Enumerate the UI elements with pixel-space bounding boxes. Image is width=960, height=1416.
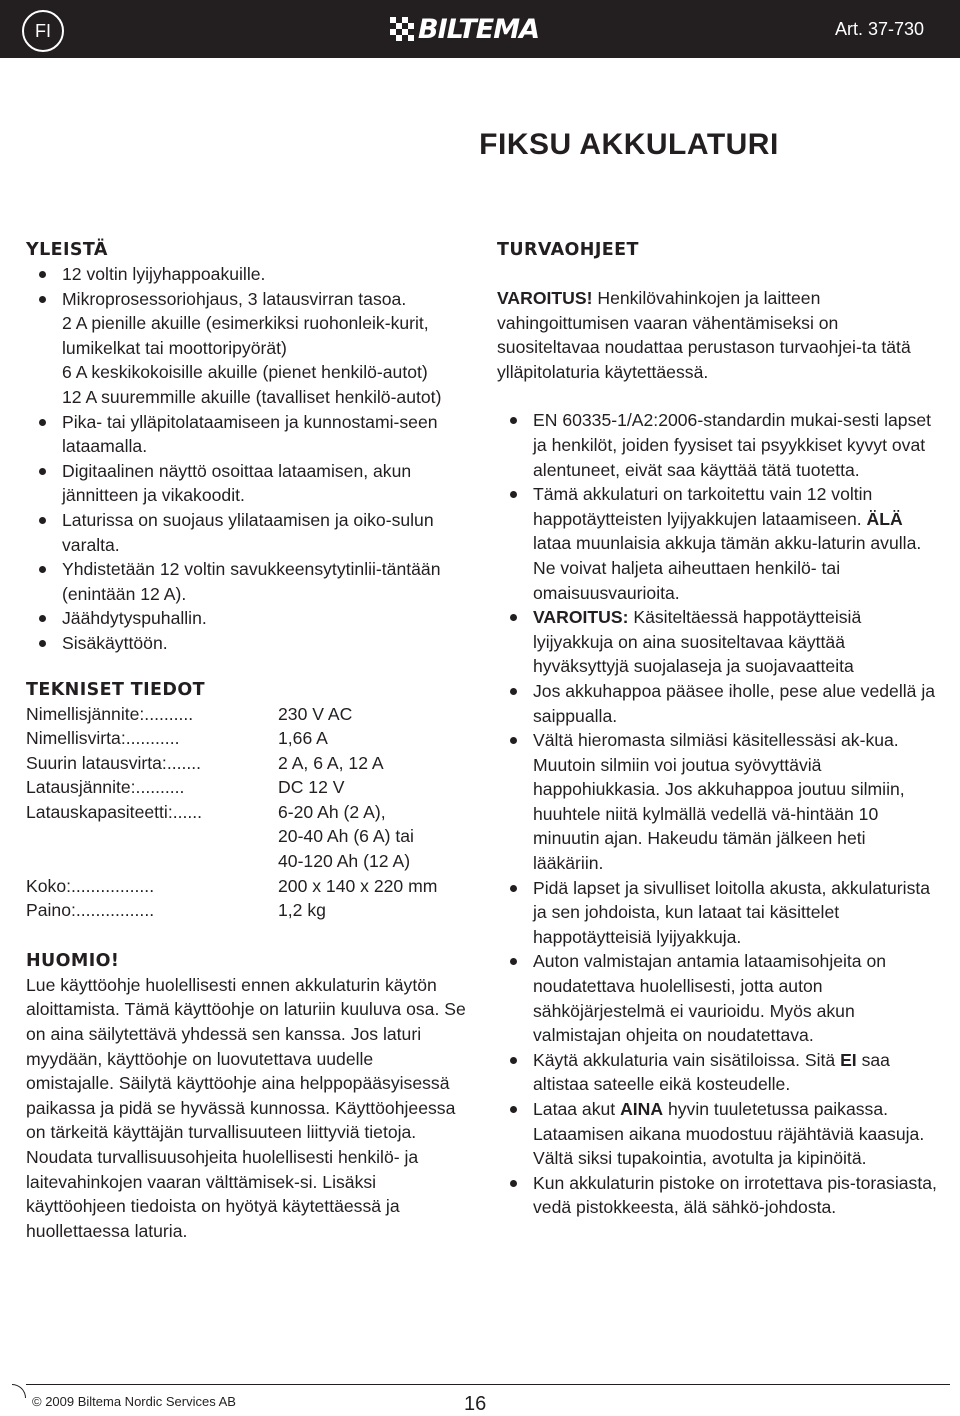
page-footer (12, 1384, 948, 1414)
list-item: EN 60335-1/A2:2006-standardin mukai-sesti lapset ja henkilöt, joiden fyysiset tai psyykkiset kyvyt ovat alentuneet, eivät saa käyttää tätä tuotetta. (497, 408, 937, 482)
spec-label: Paino:................ (26, 900, 155, 921)
spec-value: 1,66 A (278, 728, 328, 749)
spec-value: DC 12 V (278, 777, 345, 798)
list-item: Mikroprosessoriohjaus, 3 latausvirran tasoa. 2 A pienille akuille (esimerkiksi ruohonleik-kurit, lumikelkat tai moottoripyörät) 6 A keskikokoisille akuille (pienet henkilö-autot) 12 A suuremmille akuille (tavalliset henkilö-autot) (26, 287, 466, 410)
list-item: Laturissa on suojaus ylilataamisen ja oiko-sulun varalta. (26, 508, 466, 557)
safety-list (497, 408, 937, 1220)
spec-row (26, 702, 466, 727)
article-number: Art. 37-730 (834, 19, 924, 39)
spec-value: 200 x 140 x 220 mm (278, 875, 438, 896)
spec-row (26, 800, 466, 874)
brand-name: BILTEMA (418, 13, 539, 45)
spec-value: 230 V AC (278, 703, 353, 724)
spec-row (26, 726, 466, 751)
warning-text: Henkilövahinkojen ja laitteen vahingoittumisen vaaran vähentämiseksi on suositeltavaa noudattaa perustason turvaohjei-ta tätä ylläpitolaturia käytettäessä. (497, 288, 911, 382)
list-item: Pika- tai ylläpitolataamiseen ja kunnostami-seen lataamalla. (26, 410, 466, 459)
specs-table (26, 702, 466, 923)
note-text: Lue käyttöohje huolellisesti ennen akkulaturin käytön aloittamista. Tämä käyttöohje on laturiin kuuluva osa. Se on aina säilytettävä yhdessä sen kanssa. Jos laturi myydään, käyttöohje on luovutettava uudelle omistajalle. Säilytä käyttöohje aina helppopääsyisessä paikassa ja pidä se hyvässä kunnossa. Käyttöohjeessa on tärkeitä käyttäjän turvallisuuteen liittyviä tietoja. Noudata turvallisuusohjeita huolellisesti henkilö- ja laitevahinkojen vaaran välttämisek-si. Lisäksi käyttöohjeen tiedoista on hyötyä käytettäessä ja huollettaessa laturia. (26, 974, 466, 1241)
general-heading: YLEISTÄ (26, 240, 108, 260)
general-list (26, 262, 466, 656)
list-item: Pidä lapset ja sivulliset loitolla akusta, akkulaturista ja sen johdoista, kun lataat tai käsittelet happotäytteisiä lyijyakkuja. (497, 876, 937, 950)
spec-row (26, 874, 466, 899)
checkered-flag-icon (390, 17, 414, 41)
copyright: © 2009 Biltema Nordic Services AB (32, 1394, 236, 1409)
list-item: Auton valmistajan antamia lataamisohjeita on noudatettava huolellisesti, jotta auton sähköjärjestelmä ei vaurioidu. Myös akun valmistajan ohjeita on noudatettava. (497, 949, 937, 1047)
safety-intro (497, 286, 937, 384)
spec-value: 2 A, 6 A, 12 A (278, 752, 384, 773)
list-item: Tämä akkulaturi on tarkoitettu vain 12 voltin happotäytteisten lyijyakkujen lataamiseen. ÄLÄ lataa muunlaisia akkuja tämän akku-laturin avulla. Ne voivat haljeta aiheuttaen henkilö- tai omaisuusvaurioita. (497, 482, 937, 605)
list-item: Lataa akut AINA hyvin tuuletetussa paikassa. Lataamisen aikana muodostuu räjähtäviä kaasuja. Vältä siksi tupakointia, avotulta ja kipinöitä. (497, 1097, 937, 1171)
list-item: Yhdistetään 12 voltin savukkeensytytinlii-täntään (enintään 12 A). (26, 557, 466, 606)
page-title: FIKSU AKKULATURI (479, 128, 779, 161)
list-item: Jäähdytyspuhallin. (26, 606, 466, 631)
page-number: 16 (464, 1393, 487, 1415)
list-item: 12 voltin lyijyhappoakuille. (26, 262, 466, 287)
list-item: Sisäkäyttöön. (26, 631, 466, 656)
spec-row (26, 751, 466, 776)
spec-label: Nimellisvirta:........... (26, 728, 180, 749)
footer-rule (26, 1384, 950, 1385)
warning-label: VAROITUS! (497, 288, 593, 308)
note-heading: HUOMIO! (26, 950, 120, 971)
language-badge: FI (22, 10, 64, 52)
list-item: Jos akkuhappoa pääsee iholle, pese alue vedellä ja saippualla. (497, 679, 937, 728)
left-column (26, 238, 466, 1243)
safety-heading: TURVAOHJEET (497, 240, 639, 260)
brand-logo (390, 14, 539, 44)
spec-label: Nimellisjännite:.......... (26, 703, 194, 724)
right-column (497, 238, 937, 1220)
specs-heading: TEKNISET TIEDOT (26, 679, 205, 700)
page-header (0, 0, 960, 58)
list-item: Vältä hieromasta silmiäsi käsitellessäsi ak-kua. Muutoin silmiin voi joutua syövyttäviä happohiukkasia. Jos akkuhappoa joutuu silmiin, huuhtele niitä kylmällä vedellä vä-hintään 10 minuutin ajan. Hakeudu tämän jälkeen heti lääkäriin. (497, 728, 937, 876)
spec-value: 1,2 kg (278, 900, 326, 921)
spec-label: Koko:................. (26, 875, 155, 896)
spec-value: 6-20 Ah (2 A), 20-40 Ah (6 A) tai 40-120 Ah (12 A) (278, 801, 414, 872)
list-item: Digitaalinen näyttö osoittaa lataamisen, akun jännitteen ja vikakoodit. (26, 459, 466, 508)
footer-corner (12, 1384, 26, 1398)
list-item: VAROITUS: Käsiteltäessä happotäytteisiä lyijyakkuja on aina suositeltavaa käyttää hyväksyttyjä suojalaseja ja suojavaatteita (497, 605, 937, 679)
spec-row (26, 775, 466, 800)
spec-row (26, 898, 466, 923)
list-item: Kun akkulaturin pistoke on irrotettava pis-torasiasta, vedä pistokkeesta, älä sähkö-johdosta. (497, 1171, 937, 1220)
spec-label: Latauskapasiteetti:...... (26, 801, 203, 822)
spec-label: Suurin latausvirta:....... (26, 752, 202, 773)
list-item: Käytä akkulaturia vain sisätiloissa. Sitä EI saa altistaa sateelle eikä kosteudelle. (497, 1048, 937, 1097)
spec-label: Latausjännite:.......... (26, 777, 185, 798)
